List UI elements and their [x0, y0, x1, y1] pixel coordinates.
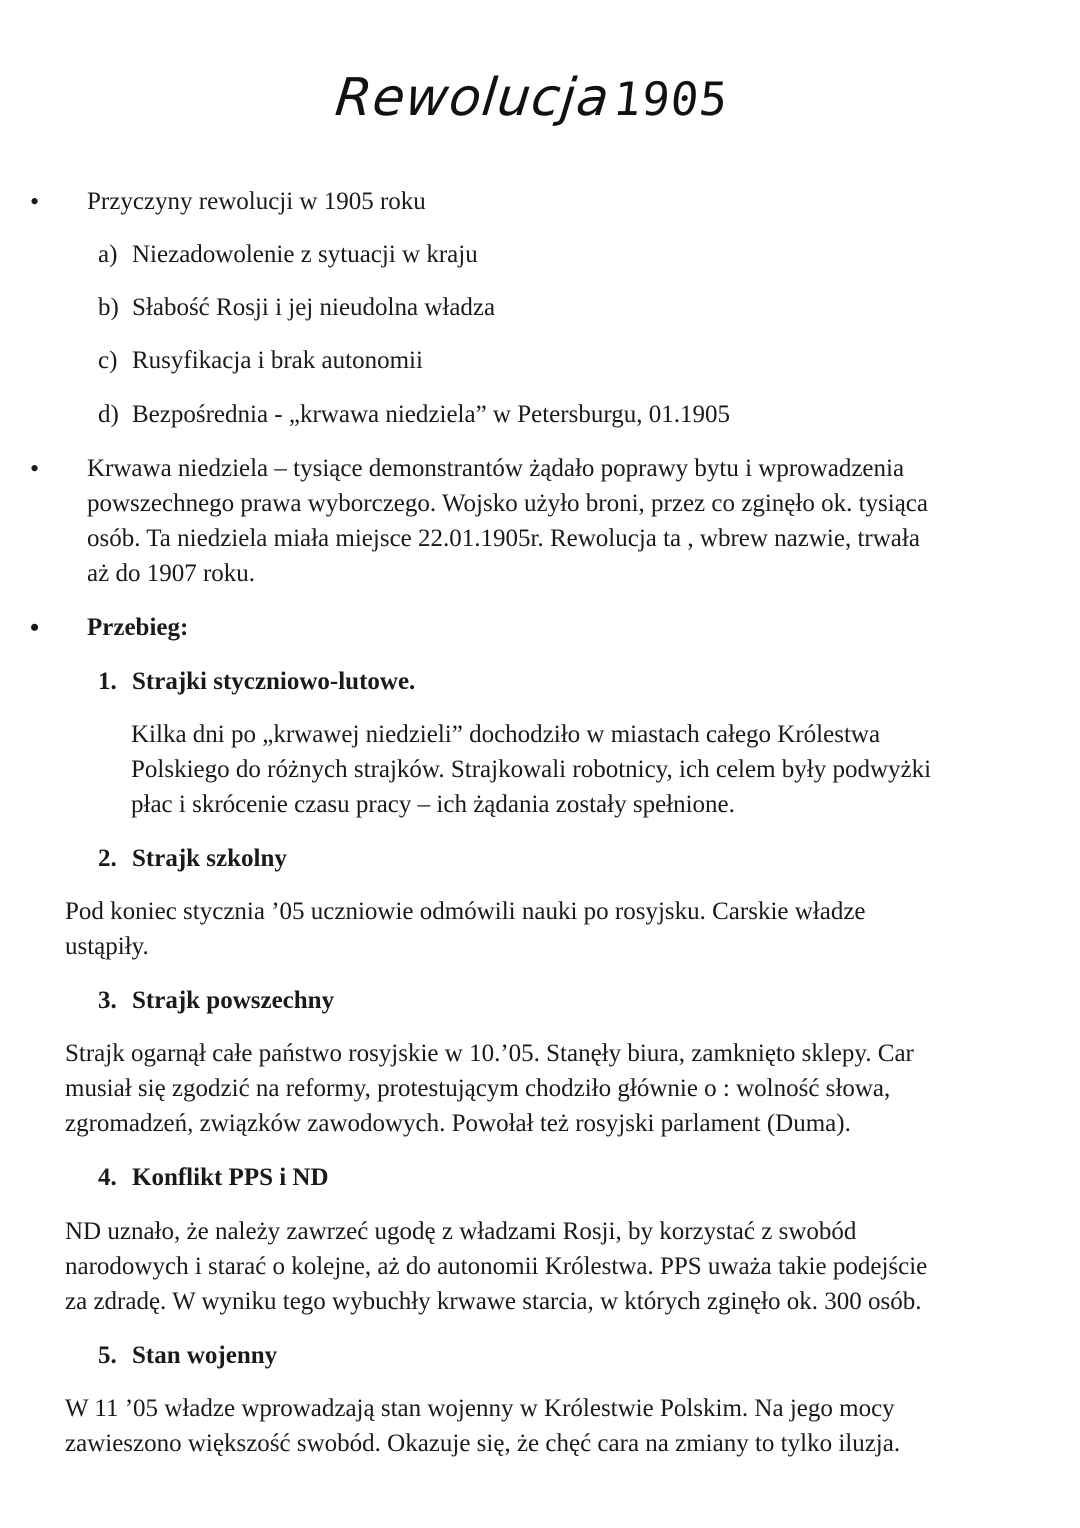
bullet-icon: •	[30, 187, 40, 216]
section-number: 5.	[98, 1342, 117, 1369]
section-title-text: Strajk powszechny	[132, 987, 335, 1014]
section-title-3	[98, 983, 334, 1018]
section-3-line-1: Strajk ogarnął całe państwo rosyjskie w 10.’05. Stanęły biura, zamknięto sklepy. Car	[65, 1040, 914, 1067]
bloody-sunday-line-3: osób. Ta niedziela miała miejsce 22.01.1905r. Rewolucja ta , wbrew nazwie, trwała	[87, 525, 920, 552]
section-1-line-1: Kilka dni po „krwawej niedzieli” dochodziło w miastach całego Królestwa	[131, 721, 881, 748]
cause-text: Niezadowolenie z sytuacji w kraju	[132, 241, 478, 268]
causes-heading: Przyczyny rewolucji w 1905 roku	[87, 188, 426, 215]
title-main: Rewolucja	[332, 68, 613, 128]
bloody-sunday-line-1: Krwawa niedziela – tysiące demonstrantów żądało poprawy bytu i wprowadzenia	[87, 455, 905, 482]
cause-text: Rusyfikacja i brak autonomii	[132, 347, 423, 374]
cause-item-a	[98, 237, 478, 272]
cause-item-d	[98, 397, 730, 432]
section-4-line-3: za zdradę. W wyniku tego wybuchły krwawe starcia, w których zginęło ok. 300 osób.	[65, 1288, 922, 1315]
section-1-line-2: Polskiego do różnych strajków. Strajkowali robotnicy, ich celem były podwyżki	[131, 756, 932, 783]
bullet-icon: •	[30, 454, 40, 483]
section-5-line-1: W 11 ’05 władze wprowadzają stan wojenny w Królestwie Polskim. Na jego mocy	[65, 1395, 895, 1422]
cause-text: Bezpośrednia - „krwawa niedziela” w Petersburgu, 01.1905	[132, 401, 730, 428]
cause-marker: d)	[98, 401, 119, 428]
section-title-text: Stan wojenny	[132, 1342, 278, 1369]
bullet-icon: •	[30, 613, 40, 642]
section-number: 3.	[98, 987, 117, 1014]
section-title-text: Strajk szkolny	[132, 845, 287, 872]
cause-item-c	[98, 343, 423, 378]
page-title	[0, 68, 1075, 128]
section-number: 2.	[98, 845, 117, 872]
section-2-line-2: ustąpiły.	[65, 933, 149, 960]
cause-marker: a)	[98, 241, 118, 268]
cause-marker: c)	[98, 347, 118, 374]
bloody-sunday-line-2: powszechnego prawa wyborczego. Wojsko użyło broni, przez co zginęło ok. tysiąca	[87, 490, 928, 517]
section-title-text: Strajki styczniowo-lutowe.	[132, 668, 416, 695]
cause-item-b	[98, 290, 495, 325]
section-1-line-3: płac i skrócenie czasu pracy – ich żądania zostały spełnione.	[131, 791, 735, 818]
section-2-line-1: Pod koniec stycznia ’05 uczniowie odmówili nauki po rosyjsku. Carskie władze	[65, 898, 866, 925]
section-title-5	[98, 1338, 277, 1373]
course-heading: Przebieg:	[87, 614, 189, 641]
title-year: 1905	[610, 72, 732, 126]
section-4-line-2: narodowych i starać o kolejne, aż do autonomii Królestwa. PPS uważa takie podejście	[65, 1253, 928, 1280]
section-title-4	[98, 1160, 329, 1195]
section-3-line-2: musiał się zgodzić na reformy, protestującym chodziło głównie o : wolność słowa,	[65, 1075, 891, 1102]
section-title-text: Konflikt PPS i ND	[132, 1164, 329, 1191]
section-5-line-2: zawieszono większość swobód. Okazuje się, że chęć cara na zmiany to tylko iluzja.	[65, 1430, 901, 1457]
section-4-line-1: ND uznało, że należy zawrzeć ugodę z władzami Rosji, by korzystać z swobód	[65, 1218, 857, 1245]
section-title-1	[98, 664, 415, 699]
section-title-2	[98, 841, 287, 876]
cause-text: Słabość Rosji i jej nieudolna władza	[132, 294, 496, 321]
section-number: 4.	[98, 1164, 117, 1191]
section-3-line-3: zgromadzeń, związków zawodowych. Powołał też rosyjski parlament (Duma).	[65, 1110, 851, 1137]
cause-marker: b)	[98, 294, 119, 321]
bloody-sunday-line-4: aż do 1907 roku.	[87, 560, 256, 587]
section-number: 1.	[98, 668, 117, 695]
